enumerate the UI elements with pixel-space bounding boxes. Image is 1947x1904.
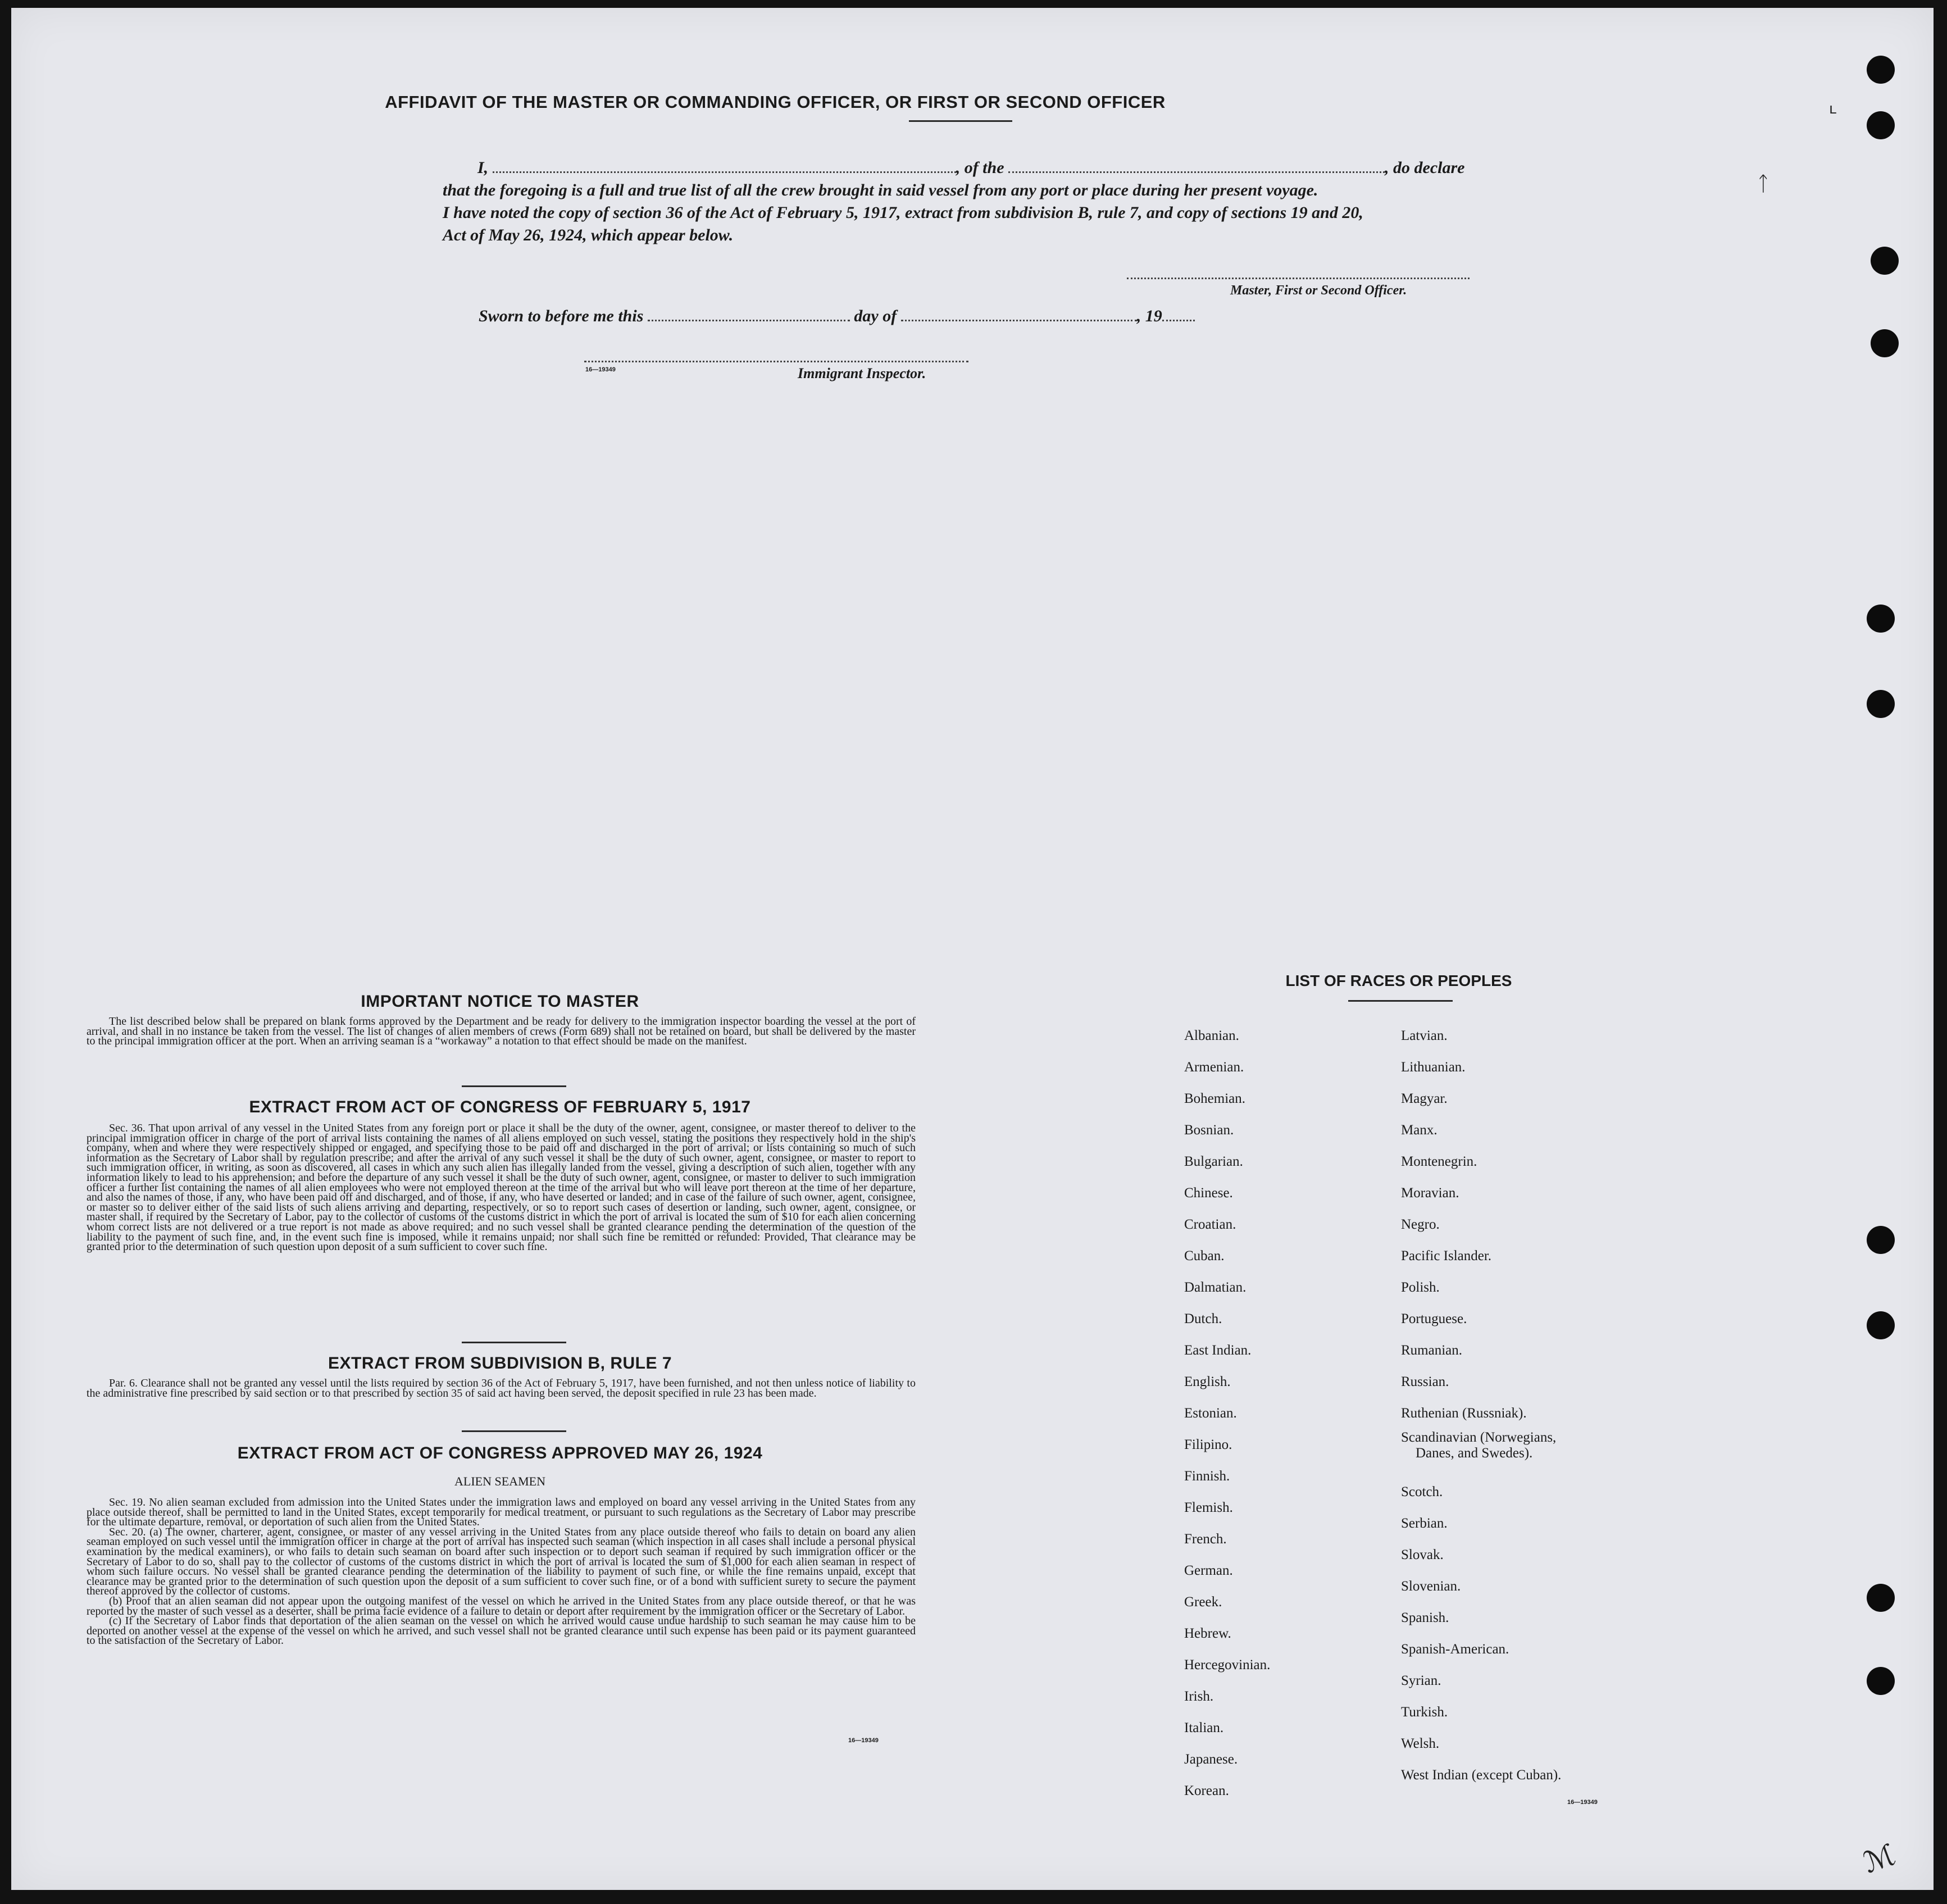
race-item: Welsh. [1401,1736,1440,1751]
sworn-year-blank [1162,320,1195,321]
declare-label: , do declare [1385,158,1465,177]
notice-title: IMPORTANT NOTICE TO MASTER [361,992,639,1011]
of-the-label: , of the [956,158,1004,177]
race-item: Greek. [1184,1594,1222,1610]
affidavit-i: I, [477,158,489,177]
affidavit-title: AFFIDAVIT OF THE MASTER OR COMMANDING OFFICER, OR FIRST OR SECOND OFFICER [385,92,1166,112]
race-item: Dalmatian. [1184,1280,1247,1295]
vessel-name-blank [1008,171,1385,173]
race-item: Montenegrin. [1401,1154,1477,1169]
punch-hole [1867,605,1895,633]
form-number: 16—19349 [848,1737,879,1744]
race-item: Rumanian. [1401,1343,1463,1358]
punch-hole [1867,111,1895,139]
race-item: Spanish-American. [1401,1642,1509,1657]
extract-1924-text [87,1498,916,1646]
race-item: Flemish. [1184,1500,1233,1515]
race-item: Hercegovinian. [1184,1657,1271,1673]
sec-19-paragraph: Sec. 19. No alien seaman excluded from admission into the United States under the immigration laws and employed on board any vessel arriving in the United States from any place outside thereof, shall be permitted to land in the United States, except temporarily for medical treatment, or pursuant to such regulations as the Secretary of Labor may prescribe for the ultimate departure, removal, or deportation of such alien from the United States. [87,1496,916,1529]
race-item: Finnish. [1184,1469,1230,1484]
race-item: Moravian. [1401,1185,1459,1201]
race-item: Bosnian. [1184,1123,1234,1138]
race-item: Scandinavian (Norwegians, [1401,1430,1557,1445]
race-item: Italian. [1184,1720,1224,1735]
affidavit-line-4: Act of May 26, 1924, which appear below. [443,226,734,244]
extract-1917-text [87,1124,916,1252]
race-item: Latvian. [1401,1028,1448,1043]
race-item: Slovak. [1401,1547,1444,1562]
form-number: 16—19349 [1567,1799,1598,1806]
document-page [11,8,1934,1890]
race-item: Serbian. [1401,1516,1448,1531]
sworn-day-of: day of [854,307,897,325]
race-item: Scotch. [1401,1484,1443,1499]
punch-hole [1867,56,1895,84]
punch-hole [1867,690,1895,718]
race-item: Bulgarian. [1184,1154,1243,1169]
punch-hole [1871,329,1899,357]
race-item: East Indian. [1184,1343,1252,1358]
inspector-label: Immigrant Inspector. [798,365,926,381]
alien-seamen-subtitle: ALIEN SEAMEN [454,1474,545,1488]
races-right-column [1401,1020,1561,1791]
race-item: Cuban. [1184,1248,1225,1264]
race-item: Ruthenian (Russniak). [1401,1406,1527,1421]
extract-rule7-text [87,1379,916,1398]
race-item: French. [1184,1532,1227,1547]
master-signature-line [1127,278,1470,279]
punch-hole [1867,1667,1895,1695]
race-item: Dutch. [1184,1311,1222,1326]
races-title: LIST OF RACES OR PEOPLES [1285,972,1512,989]
race-item: Filipino. [1184,1437,1232,1452]
race-item: Slovenian. [1401,1579,1461,1594]
race-item: German. [1184,1563,1233,1578]
inspector-signature-line [584,361,968,362]
race-item: Japanese. [1184,1752,1238,1767]
punch-hole [1867,1311,1895,1339]
race-item: Russian. [1401,1374,1449,1389]
affidavit-line-2: that the foregoing is a full and true list of all the crew brought in said vessel from any port or place during her present voyage. [443,181,1318,199]
sworn-year-prefix: , 19 [1136,307,1162,325]
extract-1917-title: EXTRACT FROM ACT OF CONGRESS OF FEBRUARY 5, 1917 [249,1098,751,1116]
divider [462,1430,566,1432]
form-number: 16—19349 [585,366,616,373]
affidavit-line-1 [477,158,1464,178]
affidavit-line-3: I have noted the copy of section 36 of the Act of February 5, 1917, extract from subdivision B, rule 7, and copy of sections 19 and 20, [443,203,1363,222]
race-item: Pacific Islander. [1401,1248,1492,1264]
punch-hole [1867,1226,1895,1254]
punch-hole [1867,1584,1895,1612]
race-item: Syrian. [1401,1673,1441,1688]
race-item: Chinese. [1184,1185,1233,1201]
race-item: Turkish. [1401,1705,1448,1720]
race-item: West Indian (except Cuban). [1401,1767,1562,1783]
sec-36-paragraph: Sec. 36. That upon arrival of any vessel in the United States from any foreign port or place it shall be the duty of the owner, agent, consignee, or master thereof to deliver to the principal immigration officer in charge of the port of arrival lists containing the names of all aliens employed on such vessel, stating the positions they respectively hold in the ship's company, when and where they were respectively shipped or engaged, and specifying those to be paid off and discharged in the port of arrival; or lists containing so much of such information as the Secretary of Labor shall by regulation prescribe; and after the arrival of any such vessel it shall be the duty of such owner, agent, consignee, or master to report to such immigration officer, in writing, as soon as discovered, all cases in which any such alien has illegally landed from the vessel, giving a description of such alien, together with any information likely to lead to his apprehension; and before the departure of any such vessel it shall be the duty of such owner, agent, consignee, or master to deliver to such immigration officer a further list containing the names of all alien employees who were not employed thereon at the time of the arrival but who will leave port thereon at the time of her departure, and also the names of those, if any, who have been paid off and discharged, and of those, if any, who have deserted or landed; and in case of the failure of such owner, agent, consignee, or master so to deliver either of the said lists of such aliens arriving and departing, respectively, or so to report such cases of desertion or landing, such owner, agent, consignee, or master shall, if required by the Secretary of Labor, pay to the collector of customs of the customs district in which the port of arrival is located the sum of $10 for each alien concerning whom correct lists are not delivered or a true report is not made as above required; and no such vessel shall be granted clearance pending the determination of the question of the liability to the payment of such fine, and, in the event such fine is imposed, while it remains unpaid; nor shall such fine be remitted or refunded: Provided, That clearance may be granted prior to the determination of such question upon deposit of a sum sufficient to cover such fine. [87,1122,916,1253]
race-item: Magyar. [1401,1091,1448,1106]
race-item: Hebrew. [1184,1626,1231,1641]
stray-mark: ʟ [1829,101,1837,117]
punch-hole [1871,247,1899,275]
race-item: Negro. [1401,1217,1440,1232]
race-item: Estonian. [1184,1406,1237,1421]
race-item: Danes, and Swedes). [1416,1446,1533,1461]
notice-text [87,1017,916,1047]
race-item: Irish. [1184,1689,1214,1704]
declarant-name-blank [493,171,956,173]
race-item: Polish. [1401,1280,1440,1295]
race-item: Bohemian. [1184,1091,1246,1106]
race-item: English. [1184,1374,1231,1389]
race-item: Albanian. [1184,1028,1239,1043]
divider [462,1085,566,1087]
race-item: Korean. [1184,1783,1229,1798]
sec-20b-paragraph: (b) Proof that an alien seaman did not appear upon the outgoing manifest of the vessel on which he arrived in the United States from any place outside thereof, or that he was reported by the master of such vessel as a deserter, shall be prima facie evidence of a failure to detain or deport after requirement by the immigration officer or the Secretary of Labor. [87,1594,916,1617]
handwritten-mark: ℳ [1859,1838,1900,1880]
notice-paragraph: The list described below shall be prepared on blank forms approved by the Department and be ready for delivery to the immigration inspector boarding the vessel at the port of arrival, and shall in no instance be taken from the vessel. The list of changes of alien members of crews (Form 689) shall not be retained on board, but shall be delivered by the master to the principal immigration officer at the port. When an arriving seaman is a “workaway” a notation to that effect should be made on the manifest. [87,1015,916,1048]
race-item: Portuguese. [1401,1311,1467,1326]
race-item: Spanish. [1401,1610,1449,1625]
divider [462,1342,566,1343]
race-item: Lithuanian. [1401,1060,1466,1075]
race-item: Manx. [1401,1123,1437,1138]
divider [1348,1000,1453,1002]
sworn-month-blank [901,320,1137,321]
extract-rule7-title: EXTRACT FROM SUBDIVISION B, RULE 7 [327,1354,672,1373]
divider [909,120,1012,122]
races-left-column [1184,1020,1270,1807]
extract-1924-title: EXTRACT FROM ACT OF CONGRESS APPROVED MAY 26, 1924 [237,1444,763,1462]
par-6-paragraph: Par. 6. Clearance shall not be granted any vessel until the lists required by section 36 of the Act of February 5, 1917, have been furnished, and not then unless notice of liability to the administrative fine prescribed by said section or to that prescribed by section 35 of said act having been served, the deposit specified in rule 23 has been made. [87,1377,916,1399]
sworn-prefix: Sworn to before me this [479,307,644,325]
master-signature-label: Master, First or Second Officer. [1230,283,1407,298]
sworn-line [479,307,1195,326]
sec-20c-paragraph: (c) If the Secretary of Labor finds that deportation of the alien seaman on the vessel on which he arrived would cause undue hardship to such seaman he may cause him to be deported on another vessel at the expense of the vessel on which he arrived, and such vessel shall not be granted clearance until such expense has been paid or its payment guaranteed to the satisfaction of the Secretary of Labor. [87,1615,916,1647]
race-item: Croatian. [1184,1217,1236,1232]
stray-mark: ᛏ [1757,172,1769,196]
sworn-day-blank [648,320,850,321]
race-item: Armenian. [1184,1060,1244,1075]
sec-20a-paragraph: Sec. 20. (a) The owner, charterer, agent, consignee, or master of any vessel arriving in the United States from any place outside thereof who fails to detain on board any alien seaman employed on such vessel until the immigration officer in charge at the port of arrival has inspected such seaman (which inspection in all cases shall include a personal physical examination by the medical examiners), or who fails to detain such seaman on board after such inspection or to deport such seaman if required by such immigration officer or the Secretary of Labor to do so, shall pay to the collector of customs of the customs district in which the port of arrival is located the sum of $1,000 for each alien seaman in respect of whom such failure occurs. No vessel shall be granted clearance pending the determination of the liability to payment of such fine, or while the fine remains unpaid, except that clearance may be granted prior to the determination of such question upon the deposit of a sum sufficient to cover such fine, or of a bond with sufficient surety to secure the payment thereof approved by the collector of customs. [87,1525,916,1598]
